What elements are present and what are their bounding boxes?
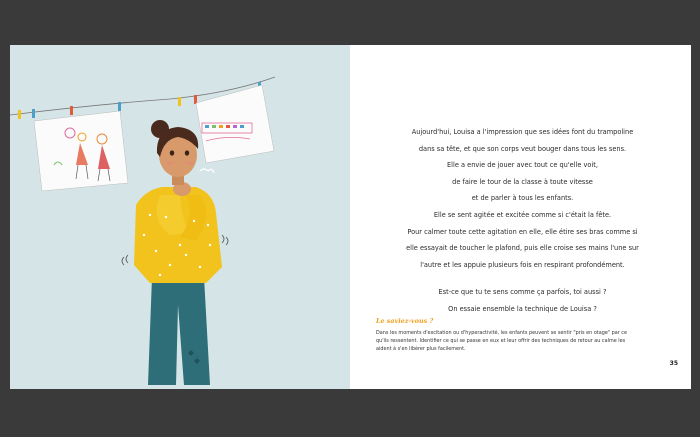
callout-line: qu'ils ressentent. Identifier ce qui se passe en eux et leur offrir des techniques de retour au calme les bbox=[376, 338, 626, 345]
story-text bbox=[372, 124, 673, 318]
page-number: 35 bbox=[669, 360, 678, 367]
child-drawing-train bbox=[196, 85, 274, 163]
reader-questions bbox=[372, 284, 673, 317]
did-you-know-box bbox=[376, 317, 668, 354]
illustration-page bbox=[10, 45, 350, 389]
book-spread bbox=[10, 45, 691, 389]
peg-icon bbox=[18, 110, 21, 119]
peg-icon bbox=[118, 102, 121, 111]
story-line: elle essayait de toucher le plafond, puis elle croise ses mains l'une sur bbox=[406, 244, 639, 253]
text-page bbox=[350, 45, 691, 389]
question-line: On essaie ensemble la technique de Louisa ? bbox=[448, 304, 597, 313]
story-line: Elle a envie de jouer avec tout ce qu'elle voit, bbox=[447, 161, 598, 170]
callout-line: aident à s'en libérer plus facilement. bbox=[376, 346, 466, 353]
callout-body bbox=[376, 329, 668, 354]
story-line: Aujourd'hui, Louisa a l'impression que ses idées font du trampoline bbox=[411, 128, 634, 136]
question-line: Est-ce que tu te sens comme ça parfois, toi aussi ? bbox=[438, 288, 607, 297]
story-line: et de parler à tous les enfants. bbox=[471, 194, 574, 203]
peg-icon bbox=[70, 106, 73, 115]
story-line: Pour calmer toute cette agitation en elle, elle étire ses bras comme si bbox=[407, 227, 638, 236]
callout-line: Dans les moments d'excitation ou d'hyperactivité, les enfants peuvent se sentir "pris en otage" par ce bbox=[376, 330, 628, 336]
callout-title: Le saviez-vous ? bbox=[376, 317, 434, 325]
illustration bbox=[10, 45, 350, 389]
story-line: dans sa tête, et que son corps veut bouger dans tous les sens. bbox=[418, 144, 627, 153]
story-line: l'autre et les appuie plusieurs fois en respirant profondément. bbox=[420, 260, 625, 269]
story-line: Elle se sent agitée et excitée comme si c'était la fête. bbox=[433, 210, 612, 219]
peg-icon bbox=[32, 109, 35, 118]
peg-icon bbox=[178, 97, 181, 106]
story-line: de faire le tour de la classe à toute vitesse bbox=[452, 177, 593, 186]
child-drawing-people bbox=[34, 111, 128, 191]
